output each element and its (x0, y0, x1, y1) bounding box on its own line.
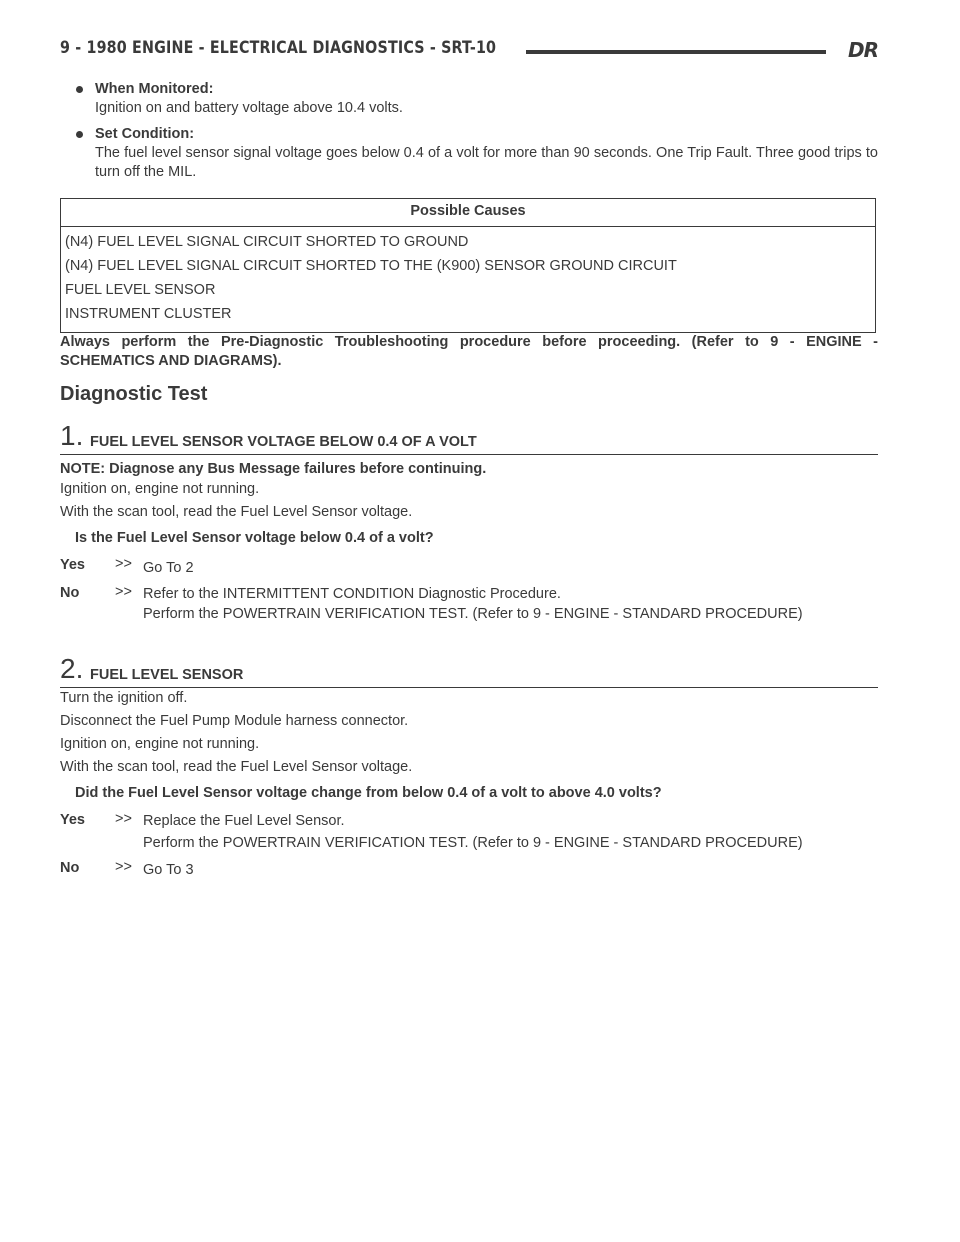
answer-yes-label: Yes (60, 812, 85, 828)
step-instruction: Turn the ignition off. (60, 690, 188, 706)
answer-no-label: No (60, 860, 80, 876)
answer-arrow: >> (115, 859, 132, 875)
answer-arrow: >> (115, 556, 132, 572)
step-1-heading (60, 420, 878, 455)
answer-arrow: >> (115, 584, 132, 600)
pre-diagnostic-note: Always perform the Pre-Diagnostic Troubleshooting procedure before proceeding. (Refer to 9 - ENGINE - SCHEMATICS AND DIAGRAMS). (60, 334, 878, 369)
step-instruction: With the scan tool, read the Fuel Level Sensor voltage. (60, 504, 413, 520)
answer-yes-label: Yes (60, 557, 85, 573)
answer-yes-text: Perform the POWERTRAIN VERIFICATION TEST. (Refer to 9 - ENGINE - STANDARD PROCEDURE) (143, 835, 803, 851)
answer-no-text: Go To 3 (143, 862, 194, 878)
cause-item: (N4) FUEL LEVEL SIGNAL CIRCUIT SHORTED TO GROUND (65, 234, 469, 250)
answer-no-label: No (60, 585, 80, 601)
possible-causes-table (60, 198, 876, 333)
bullet-when-monitored (74, 80, 878, 118)
step-title: FUEL LEVEL SENSOR (90, 667, 244, 683)
bullet-dot-icon (76, 86, 83, 93)
step-number: 1. (60, 420, 84, 451)
step-title: FUEL LEVEL SENSOR VOLTAGE BELOW 0.4 OF A VOLT (90, 434, 477, 450)
dr-logo: DR (847, 38, 878, 62)
answer-no-text: Refer to the INTERMITTENT CONDITION Diagnostic Procedure. (143, 586, 561, 602)
bullet-text: Ignition on and battery voltage above 10.4 volts. (95, 100, 403, 116)
cause-item: INSTRUMENT CLUSTER (65, 306, 232, 322)
bullet-dot-icon (76, 131, 83, 138)
page-header (60, 38, 878, 66)
answer-yes-text: Replace the Fuel Level Sensor. (143, 813, 345, 829)
step-question: Is the Fuel Level Sensor voltage below 0.4 of a volt? (75, 530, 434, 546)
bullet-label: When Monitored: (95, 81, 214, 97)
step-note: NOTE: Diagnose any Bus Message failures before continuing. (60, 461, 487, 477)
possible-causes-heading: Possible Causes (61, 199, 875, 227)
bullet-set-condition (74, 125, 878, 182)
step-instruction: Ignition on, engine not running. (60, 736, 260, 752)
cause-item: FUEL LEVEL SENSOR (65, 282, 216, 298)
step-number: 2. (60, 653, 84, 684)
cause-item: (N4) FUEL LEVEL SIGNAL CIRCUIT SHORTED TO THE (K900) SENSOR GROUND CIRCUIT (65, 258, 677, 274)
bullet-text: The fuel level sensor signal voltage goes below 0.4 of a volt for more than 90 seconds. One Trip Fault. Three good trips to turn off the MIL. (95, 145, 878, 180)
answer-yes-text: Go To 2 (143, 560, 194, 576)
bullet-label: Set Condition: (95, 126, 195, 142)
step-instruction: Ignition on, engine not running. (60, 481, 260, 497)
step-2-heading (60, 653, 878, 688)
header-rule (526, 50, 826, 54)
section-title: Diagnostic Test (60, 383, 208, 405)
answer-no-text: Perform the POWERTRAIN VERIFICATION TEST. (Refer to 9 - ENGINE - STANDARD PROCEDURE) (143, 606, 803, 622)
possible-causes-list (61, 227, 875, 332)
monitor-bullets (74, 80, 878, 189)
page-header-title: 9 - 1980 ENGINE - ELECTRICAL DIAGNOSTICS - SRT-10 (60, 38, 497, 58)
step-question: Did the Fuel Level Sensor voltage change from below 0.4 of a volt to above 4.0 volts? (75, 785, 662, 801)
step-instruction: With the scan tool, read the Fuel Level Sensor voltage. (60, 759, 413, 775)
answer-arrow: >> (115, 811, 132, 827)
step-instruction: Disconnect the Fuel Pump Module harness connector. (60, 713, 409, 729)
